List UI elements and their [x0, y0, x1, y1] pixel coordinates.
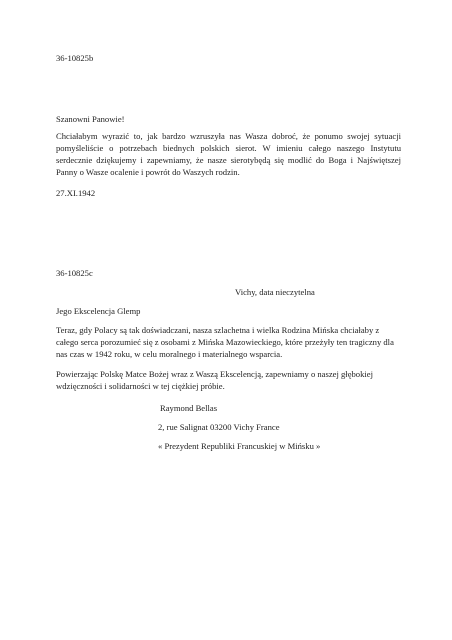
signature-name: Raymond Bellas [160, 403, 218, 413]
letter2-salutation: Jego Ekscelencja Glemp [56, 306, 141, 316]
letter1-salutation: Szanowni Panowie! [56, 114, 125, 124]
letter2-paragraph-1: Teraz, gdy Polacy są tak doświadczani, nasza szlachetna i wielka Rodzina Mińska chciałaby z całego serca porozumieć się z osobami z Mińska Mazowieckiego, które przeżyły ten tragiczny dla nas czas w 1942 roku, w celu moralnego i materialnego wsparcia. [56, 325, 394, 359]
signature-title: « Prezydent Republiki Francuskiej w Mińsku » [158, 441, 321, 451]
letter2-paragraph-2: Powierzając Polskę Matce Bożej wraz z Waszą Ekscelencją, zapewniamy o naszej głębokiej wdzięczności i solidarności w tej ciężkiej próbie. [56, 369, 373, 391]
signature-address: 2, rue Salignat 03200 Vichy France [158, 422, 280, 432]
letter2-place-date: Vichy, data nieczytelna [235, 287, 315, 297]
letter1-date: 27.XI.1942 [56, 188, 96, 198]
letter2-reference: 36-10825c [56, 268, 93, 278]
letter1-reference: 36-10825b [56, 53, 94, 63]
letter1-body: Chciałabym wyrazić to, jak bardzo wzruszyła nas Wasza dobroć, że ponumo swojej sytuacji pomyśleliście o potrzebach biednych polskich sierot. W imieniu całego naszego Instytutu serdecznie dziękujemy i zapewniamy, że nasze sierotybędą się modlić do Boga i Najświętszej Panny o Wasze ocalenie i powrót do Waszych rodzin. [56, 131, 401, 177]
